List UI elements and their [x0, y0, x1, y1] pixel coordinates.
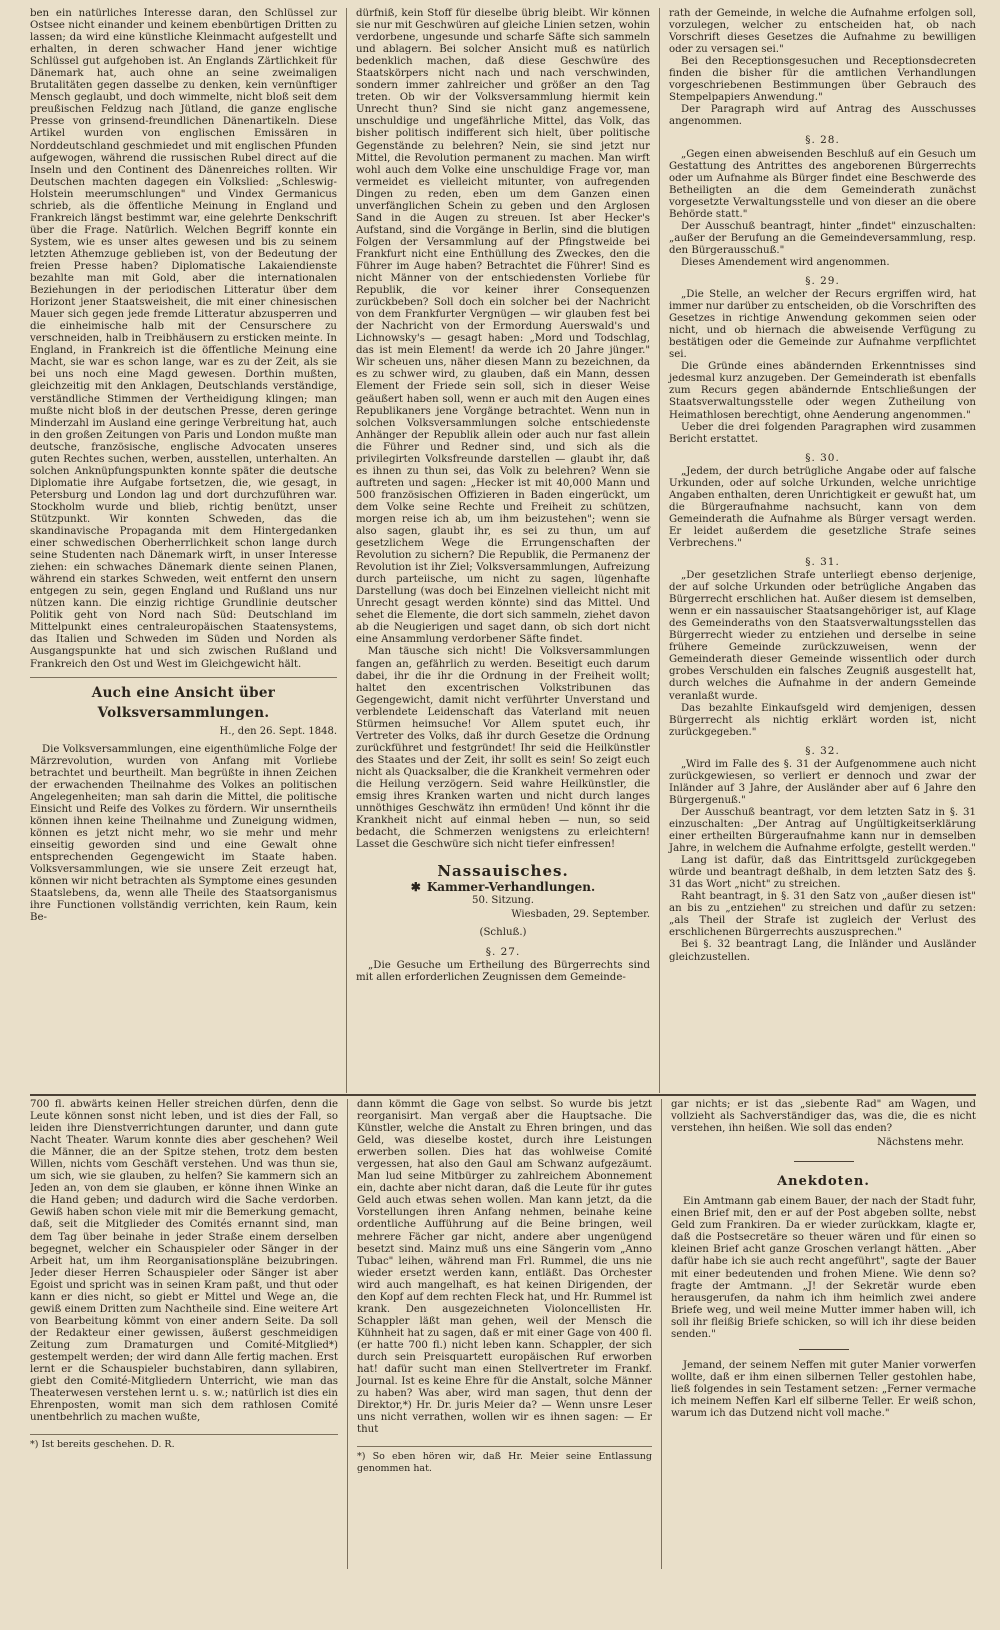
section-subtitle: ✱ Kammer-Verhandlungen. — [410, 880, 596, 895]
article-body-text: Man täusche sich nicht! Die Volksversammlungen fangen an, gefährlich zu werden. Beseitigt euch darum dabei, ihr die ihr die Ordnung in der Freiheit wollt; haltet den excentrischen Volkstribunen das Gegengewicht, damit nicht verführter Unverstand und verblendete Leidenschaft das Vaterland mit neuen Stürmen heimsuche! Vor Allem sputet euch, ihr Vertreter des Volks, daß ihr durch Gesetze die Ordnung zurückführet und festgründet! Ihr seid die Heilkünstler des Staates und der Zeit, ihr sollt es sein! So zeigt euch nicht als Quacksalber, die die Krankheit vermehren oder die Heilung verzögern. Seid wahre Heilkünstler, die emsig ihres Kranken warten und nicht durch langes unnöthiges Geschwätz ihn ermüden! Und könnt ihr die Krankheit nicht auf einmal heben — nun, so seid bedacht, die Schmerzen wenigstens zu erleichtern! Lasset die Geschwüre sich nicht tiefer einfressen! — [356, 646, 650, 851]
column-right — [660, 8, 976, 1093]
short-divider — [799, 1349, 849, 1350]
lower-column-right — [662, 1099, 976, 1569]
continuation-note: (Schluß.) — [479, 927, 527, 939]
paragraph-text: Das bezahlte Einkaufsgeld wird demjenigen, dessen Bürgerrecht als nichtig erklärt worden ist, nicht zurückgegeben." — [669, 702, 976, 738]
paragraph-number: §. 32. — [805, 744, 840, 757]
paragraph-text: Dieses Amendement wird angenommen. — [681, 256, 890, 268]
paragraph-text: Der Paragraph wird auf Antrag des Ausschusses angenommen. — [669, 104, 976, 128]
paragraph-text: Raht beantragt, in §. 31 den Satz von „außer diesen ist" an bis zu „entziehen" zu streichen und dafür zu setzen: „als Theil der Strafe ist zugleich der Verlust des erschlichenen Bürgerrechts auszusprechen." — [669, 891, 976, 939]
paragraph-text: Lang ist dafür, daß das Eintrittsgeld zurückgegeben würde und beantragt deßhalb, in dem letzten Satz des §. 31 das Wort „nicht" zu streichen. — [669, 855, 976, 891]
paragraph-text: Der Ausschuß beantragt, hinter „findet" einzuschalten: „außer der Berufung an die Gemeindeversammlung, resp. den Bürgerausschuß." — [669, 220, 976, 256]
asterisk-icon: ✱ — [410, 880, 421, 895]
paragraph-text: „Gegen einen abweisenden Beschluß auf ein Gesuch um Gestattung des Antrittes des angeborenen Bürgerrechts oder um Aufnahme als Bürger findet eine Beschwerde des Betheiligten an die dem Gemeinderath zunächst vorgesetzte Verwaltungsstelle und von dieser an die obere Behörde statt." — [669, 148, 976, 220]
footnote: *) So eben hören wir, daß Hr. Meier seine Entlassung genommen hat. — [357, 1446, 652, 1475]
article-body-text: dürfniß, kein Stoff für dieselbe übrig bleibt. Wir können sie nur mit Geschwüren auf gleiche Linien setzen, wohin verdorbene, ungesunde und scharfe Säfte sich sammeln und ablagern. Bei solcher Ansicht muß es natürlich bedenklich machen, daß diese Geschwüre des Staatskörpers nicht nach und nach verschwinden, sondern immer zahlreicher und größer an den Tag treten. Ob wir der Volksversammlung hiermit kein Unrecht thun? Sind sie nicht ganz angemessene, unschuldige und ungefährliche Mittel, das Volk, das bisher politisch indifferent sich hielt, über politische Gegenstände zu belehren? Nein, sie sind jetzt nur Mittel, die Revolution permanent zu machen. Man wirft wohl auch dem Volke eine unschuldige Frage vor, man vermeidet es vielleicht mitunter, von aufregenden Dingen zu reden, eben um dem Ganzen einen unverfänglichen Schein zu geben und den Arglosen Sand in die Augen zu streuen. Ist aber Hecker's Aufstand, sind die Vorgänge in Berlin, sind die blutigen Folgen der Versammlung auf der Pfingstweide bei Frankfurt nicht eine Enthüllung des Zweckes, den die Führer im Auge haben? Betrachtet die Führer! Sind es nicht Männer von der entschiedensten Vorliebe für Republik, die vor keiner ihrer Consequenzen zurückbeben? Soll doch ein solcher bei der Nachricht von dem Frankfurter Vergnügen — wir glauben fest bei der Nachricht von der Ermordung Auerswald's und Lichnowsky's — gesagt haben: „Mord und Todschlag, das ist mein Element! da werde ich 20 Jahre jünger." Wir scheuen uns, näher diesen Mann zu bezeichnen, da es zu schwer wird, zu glauben, daß ein Mann, dessen Element der Friede sein soll, sich in dieser Weise geäußert haben soll, wenn er auch mit den Augen eines Republikaners jene Vorgänge betrachtet. Wenn nun in solchen Volksversammlungen solche entschiedenste Anhänger der Republik allein oder auch nur fast allein die Führer und Redner sind, und sich als die privilegirten Volksfreunde darstellen — glaubt ihr, daß es ihnen zu thun sei, das Volk zu belehren? Wenn sie auftreten und sagen: „Hecker ist mit 40,000 Mann und 500 französischen Offizieren in Baden eingerückt, um dem Volke seine Rechte und Freiheit zu schützen, morgen reise ich ab, um ihm beizustehen"; wenn sie also sagen, glaubt ihr, es sei zu thun, um auf gesetzlichem Wege die Errungenschaften der Revolution zu sichern? Die Republik, die Permanenz der Revolution ist ihr Ziel; Volksversammlungen, Aufreizung durch parteiische, um nicht zu sagen, lügenhafte Darstellung (was doch bei Einzelnen vielleicht nicht mit Unrecht gesagt werden könnte) sind das Mittel. Und sehet die Elemente, die dort sich sammeln, ziehet davon ab die Neugierigen und saget dann, ob sich dort nicht eine Ansammlung verdorbener Säfte findet. — [356, 8, 650, 646]
article-body-text: Die Volksversammlungen, eine eigenthümliche Folge der Märzrevolution, wurden von Anfang mit Vorliebe betrachtet und beurtheilt. Man begrüßte in ihnen Zeichen der erwachenden Theilnahme des Volkes an politischen Angelegenheiten; man sah darin die Mittel, die politische Einsicht und Reife des Volkes zu fördern. Wir unserntheils können ihnen keine Theilnahme und Zuneigung widmen, können es jetzt nicht mehr, wo sie mehr und mehr einseitig geworden sind und eine Gewalt ohne entsprechenden Gegengewicht im Staate haben. Volksversammlungen, wie sie unsere Zeit erzeugt hat, können wir nicht betrachten als Symptome eines gesunden Staatslebens, da, wenn alle Theile des Staatsorganismus ihre Functionen vollständig verrichten, kein Raum, kein Be- — [30, 743, 337, 924]
continuation-signature: Nächstens mehr. — [877, 1137, 964, 1149]
article-body-text: gar nichts; er ist das „siebente Rad" am Wagen, und vollzieht als Sachverständiger das, was die, die es nicht verstehen, ihn heißen. Wie soll das enden? — [671, 1099, 976, 1135]
paragraph-text: Bei §. 32 beantragt Lang, die Inländer und Ausländer gleichzustellen. — [669, 939, 976, 963]
paragraph-text: „Jedem, der durch betrügliche Angabe oder auf falsche Urkunden, oder auf solche Urkunden, welche unrichtige Angaben enthalten, deren Unrichtigkeit er gewußt hat, um die Bürgeraufnahme nachsucht, kann von dem Gemeinderath die Aufnahme als Bürger versagt werden. Er leidet außerdem die gesetzliche Strafe seines Verbrechens." — [669, 465, 976, 549]
paragraph-text: Ueber die drei folgenden Paragraphen wird zusammen Bericht erstattet. — [669, 421, 976, 445]
footnote: *) Ist bereits geschehen. D. R. — [30, 1434, 338, 1451]
lower-section — [30, 1099, 976, 1569]
paragraph-number: §. 30. — [805, 451, 840, 464]
column-left — [30, 8, 347, 1093]
column-middle — [347, 8, 660, 1093]
upper-section — [30, 8, 976, 1093]
horizontal-rule — [30, 1094, 976, 1096]
paragraph-text: „Die Stelle, an welcher der Recurs ergriffen wird, hat immer nur darüber zu entscheiden, ob die Vorschriften des Gesetzes in richtige Anwendung gekommen seien oder nicht, und ob hiernach die abweisende Verfügung zu bestätigen oder die Gemeinde zur Aufnahme verpflichtet sei. — [669, 289, 976, 361]
paragraph-number: §. 27. — [485, 945, 521, 958]
section-dateline: Wiesbaden, 29. September. — [511, 909, 650, 921]
paragraph-text: Bei den Receptionsgesuchen und Receptionsdecreten finden die bisher für die amtlichen Verhandlungen vorgeschriebenen Bestimmungen über Gebrauch des Stempelpapiers Anwendung." — [669, 56, 976, 104]
lower-column-left — [30, 1099, 348, 1569]
paragraph-text: Der Ausschuß beantragt, vor dem letzten Satz in §. 31 einzuschalten: „Der Antrag auf Ungültigkeitserklärung einer ertheilten Bürgeraufnahme kann nur in demselben Jahre, in welchem die Aufnahme erfolgte, gestellt werden." — [669, 806, 976, 855]
column-divider — [30, 677, 337, 678]
section-title: Nassauisches. — [437, 862, 569, 881]
anecdote-text: Ein Amtmann gab einem Bauer, der nach der Stadt fuhr, einen Brief mit, den er auf der Post abgeben sollte, nebst Geld zum Frankiren. Da er wieder zurückkam, klagte er, daß die Postsecretäre so theuer wären und für einen so kleinen Brief acht ganze Groschen verlangt hätten. „Aber dafür habe ich sie auch recht angeführt", sagte der Bauer mit einer bedeutenden und frohen Miene. Wie denn so? fragte der Amtmann. „J! der Sekretär wurde eben herausgerufen, da nahm ich ihm heimlich zwei andere Briefe weg, und weil meine Mutter immer haben will, ich soll ihr fleißig Briefe schicken, so will ich ihr diese beiden senden." — [671, 1196, 976, 1340]
paragraph-number: §. 31. — [805, 556, 840, 569]
paragraph-text: „Der gesetzlichen Strafe unterliegt ebenso derjenige, der auf solche Urkunden oder betrügliche Angaben das Bürgerrecht erschlichen hat. Außer diesem ist demselben, wenn er ein nassauischer Staatsangehöriger ist, auf Klage des Gemeinderaths von den Staatsverwaltungsstellen das Bürgerrecht wieder zu entziehen und derselbe in seine frühere Gemeinde zurückzuweisen, wenn der Gemeinderath dieser Gemeinde wissentlich oder durch grobes Verschulden ein falsches Zeugniß ausgestellt hat, durch welches die Aufnahme in der andern Gemeinde veranlaßt wurde. — [669, 570, 976, 702]
short-divider — [794, 1161, 854, 1162]
article-headline: Auch eine Ansicht über Volksversammlungen. — [91, 684, 276, 721]
paragraph-number: §. 29. — [805, 274, 840, 287]
lower-column-middle — [348, 1099, 662, 1569]
paragraph-number: §. 28. — [805, 134, 840, 147]
sitting-number: 50. Sitzung. — [471, 895, 535, 907]
paragraph-text: „Die Gesuche um Ertheilung des Bürgerrechts sind mit allen erforderlichen Zeugnissen dem Gemeinde- — [356, 959, 650, 983]
paragraph-text: rath der Gemeinde, in welche die Aufnahme erfolgen soll, vorzulegen, welcher zu entscheiden hat, ob nach Vorschrift dieses Gesetzes die Aufnahme zu bewilligen oder zu versagen sei." — [669, 8, 976, 56]
article-body-text: dann kömmt die Gage von selbst. So wurde bis jetzt reorganisirt. Man vergaß aber die Hauptsache. Die Künstler, welche die Anstalt zu Ehren bringen, und das Geld, was dieselbe kostet, durch ihre Leistungen erwerben sollen. Dies hat das wohlweise Comité vergessen, hat also den Gaul am Schwanz aufgezäumt. Man lud seine Mitbürger zu zahlreichem Abonnement ein, dachte aber nicht daran, daß die Leute für ihr gutes Geld auch etwas sehen wollen. Man kann jetzt, da die Vorstellungen ihren Anfang nehmen, beinahe keine ordentliche Aufführung auf die Beine bringen, weil mehrere Fächer gar nicht, andere aber ungenügend besetzt sind. Mainz muß uns eine Sängerin vom „Anno Tubac" leihen, während man Frl. Rummel, die uns nie wieder ersetzt werden kann, entläßt. Das Orchester wird auch mangelhaft, es hat keinen Dirigenden, der den Kopf auf dem rechten Fleck hat, und Hr. Rummel ist krank. Den ausgezeichneten Violoncellisten Hr. Schappler läßt man gehen, weil der Mensch die Kühnheit hat zu sagen, daß er mit einer Gage von 400 fl. (er hatte 700 fl.) nicht leben kann. Schappler, der sich durch sein Preisquartett europäischen Ruf erworben hat! dafür sucht man einen Stellvertreter im Frankf. Journal. Ist es keine Ehre für die Anstalt, solche Männer zu haben? Was aber, wird man sagen, thut denn der Direktor,*) Hr. Dr. juris Meier da? — Wenn unsre Leser uns nicht verrathen, wollen wir es ihnen sagen: — Er thut — [357, 1099, 652, 1436]
paragraph-text: Die Gründe eines abändernden Erkenntnisses sind jedesmal kurz anzugeben. Der Gemeinderath ist ebenfalls zum Recurs gegen abändernde Entschließungen der Staatsverwaltungsstelle oder wegen Zutheilung von Heimathlosen berechtigt, ohne Aenderung angenommen." — [669, 361, 976, 421]
paragraph-text: „Wird im Falle des §. 31 der Aufgenommene auch nicht zurückgewiesen, so verliert er dennoch und zwar der Inländer auf 3 Jahre, der Ausländer aber auf 6 Jahre den Bürgergenuß." — [669, 758, 976, 806]
anecdotes-title: Anekdoten. — [777, 1174, 870, 1190]
article-dateline: H., den 26. Sept. 1848. — [219, 725, 337, 737]
article-continuation-text: ben ein natürliches Interesse daran, den Schlüssel zur Ostsee nicht einander und keinem ebenbürtigen Dritten zu lassen; da wird eine künstliche Kleinmacht aufgestellt und erhalten, in deren schwacher Hand jener wichtige Schlüssel gut aufgehoben ist. An Englands Zärtlichkeit für Dänemark hat, auch ohne an seine zweimaligen Brutalitäten gegen dasselbe zu denken, kein vernünftiger Mensch geglaubt, und doch wimmelte, nicht bloß seit dem preußischen Feldzug nach Jütland, die ganze englische Presse von grinsend-freundlichen Dänenartikeln. Diese Artikel wurden von englischen Emissären in Norddeutschland geschmiedet und mit englischen Pfunden aufgewogen, während die russischen Rubel direct auf die Inseln und den Continent des Dänenreiches rollten. Wir Deutschen machten dagegen ein Volkslied: „Schleswig-Holstein meerumschlungen" und Vindex Germanicus schrieb, als die öffentliche Meinung in England und Frankreich längst bestimmt war, eine gelehrte Denkschrift über die Frage. Natürlich. Welchen Begriff konnte ein System, wie es unser altes gewesen und bis zu seinem letzten Athemzuge geblieben ist, von der Bedeutung der freien Presse haben? Diplomatische Lakaiendienste bezahlte man mit Gold, aber die internationalen Beziehungen in der periodischen Litteratur über dem Horizont jener Staatsweisheit, die mit einer chinesischen Mauer sich gegen jede fremde Litteratur abzusperren und die einheimische halb mit der Censurschere zu verschneiden, halb in Treibhäusern zu ersticken meinte. In England, in Frankreich ist die öffentliche Meinung eine Macht, sie war es schon lange, war es zu der Zeit, als sie bei uns noch eine Magd gewesen. Dorthin mußten, gleichzeitig mit den Anklagen, Deutschlands verständige, verständliche Stimmen der Vertheidigung klingen; man mußte nicht bloß in der deutschen Presse, deren geringe Minderzahl im Ausland eine geringe Verbreitung hat, auch in den großen Zeitungen von Paris und London mußte man deutsche, französische, englische Advocaten unseres guten Rechtes suchen, werben, ausstellen, unterhalten. An solchen Anknüpfungspunkten konnte später die deutsche Diplomatie ihre Aufgabe fortsetzen, die, wie gesagt, in Petersburg und London lag und dort durchzuführen war. Stockholm wurde und blieb, richtig benützt, unser Stützpunkt. Wir konnten Schweden, das die skandinavische Propaganda mit dem Hintergedanken einer schwedischen Oberherrlichkeit schon lange durch seine Studenten nach Dänemark wirft, in unser Interesse ziehen: ein schwaches Dänemark diente seinen Planen, während ein starkes Schweden, weit entfernt den unsern entgegen zu sein, gegen England und Rußland uns nur nützen kann. Die einzig richtige Grundlinie deutscher Politik geht von Nord nach Süd: Deutschland im Mittelpunkt eines centraleuropäischen Staatensystems, das Italien und Schweden im Süden und Norden als Ausgangspunkte hat und sich zwischen Rußland und Frankreich den Ost und West im Gleichgewicht hält. — [30, 8, 337, 670]
anecdote-text: Jemand, der seinem Neffen mit guter Manier vorwerfen wollte, daß er ihm einen silbernen Teller gestohlen habe, ließ folgendes in sein Testament setzen: „Ferner vermache ich meinem Neffen Karl elf silberne Teller. Er weiß schon, warum ich das Dutzend nicht voll mache." — [671, 1359, 976, 1419]
article-body-text: 700 fl. abwärts keinen Heller streichen dürfen, denn die Leute können sonst nicht leben, und ist dies der Fall, so leiden ihre Dienstverrichtungen darunter, und dann gute Nacht Theater. Warum konnte dies aber geschehen? Weil die Männer, die an der Spitze stehen, trotz dem besten Willen, nichts vom Geschäft verstehen. Und was thun sie, um sich, wie sie glauben, zu helfen? Sie kammern sich an Jeden an, von dem sie glauben, er könne ihnen Winke an die Hand geben; und dadurch wird die Sache verdorben. Gewiß haben schon viele mit mir die Bemerkung gemacht, daß, seit die Mitglieder des Comités ernannt sind, man dem Tag über beinahe in jeder Straße einem derselben begegnet, welcher ein Schauspieler oder Sänger in der Arbeit hat, um ihm Reorganisationspläne beizubringen. Jeder dieser Herren Schauspieler oder Sänger ist aber Egoist und spricht was in seinen Kram paßt, und thut oder kann er dies nicht, so giebt er Mittel und Wege an, die gewiß einem Dritten zum Nachtheile sind. Eine weitere Art von Bearbeitung kömmt von einer andern Seite. Da soll der Redakteur einer gewissen, äußerst geschmeidigen Zeitung zum Dramaturgen und Comité-Mitglied*) gestempelt werden; der wird dann Alle fertig machen. Erst lernt er die Schauspieler buchstabiren, dann syllabiren, giebt den Comité-Mitgliedern Unterricht, wie man das Theaterwesen verstehen lernt u. s. w.; natürlich ist dies ein Ehrenposten, womit man sich dem rathlosen Comité unentbehrlich zu machen wußte, — [30, 1099, 338, 1424]
